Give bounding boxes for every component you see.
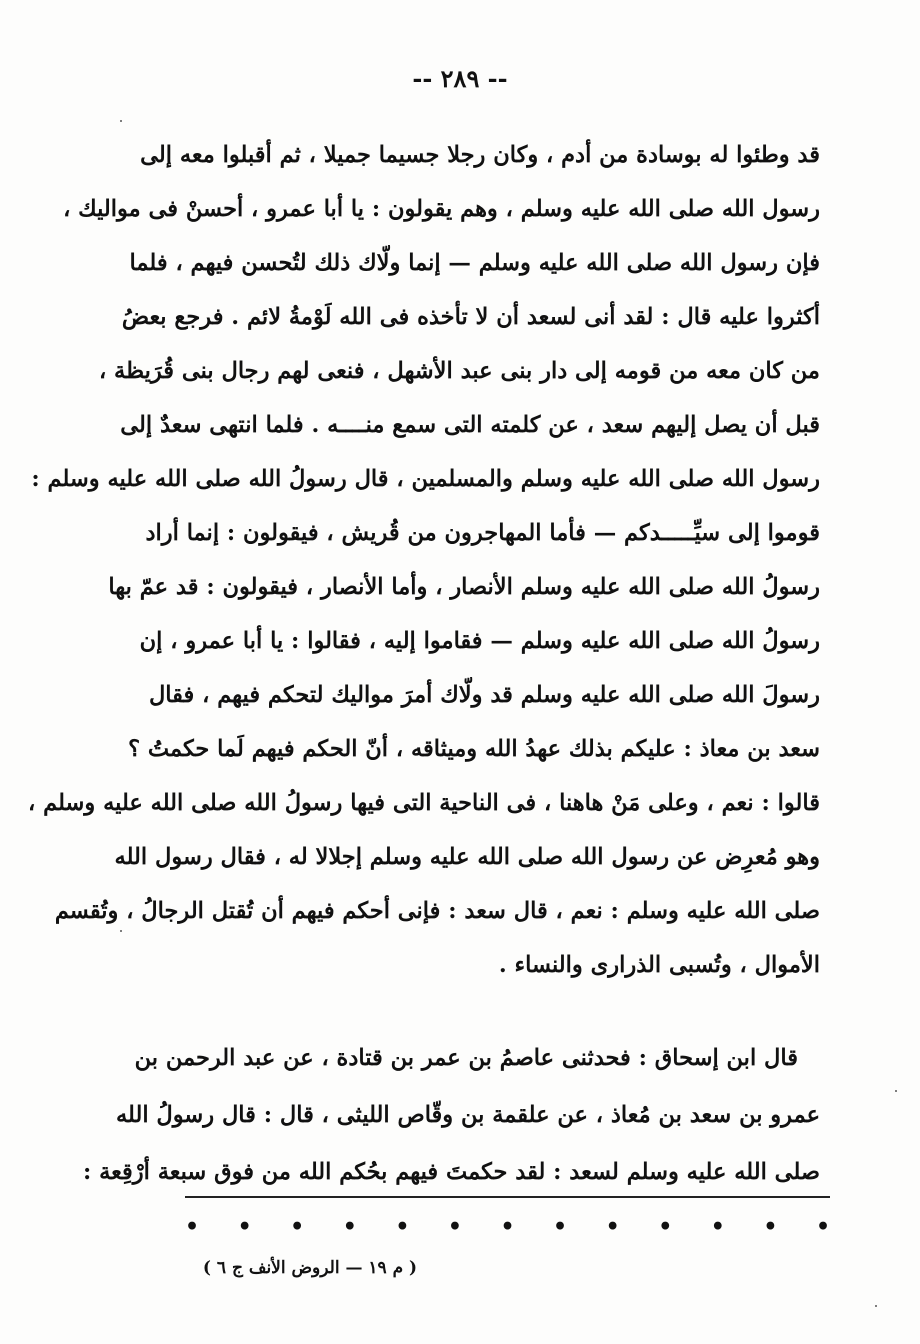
separator-dot: • (342, 1214, 357, 1240)
text-line: رسولُ الله صلى الله عليه وسلم الأنصار ، وأما الأنصار ، فيقولون : قد عمّ بها (108, 574, 820, 600)
page-number: -- ٢٨٩ -- (412, 64, 508, 93)
paper-speck (120, 930, 122, 932)
text-line: وهو مُعرِض عن رسول الله صلى الله عليه وسلم إجلالا له ، فقال رسول الله (114, 844, 820, 870)
paper-speck (120, 120, 122, 122)
separator-dot: • (500, 1214, 515, 1240)
text-line: رسولَ الله صلى الله عليه وسلم قد ولّاك أمرَ مواليك لتحكم فيهم ، فقال (148, 682, 820, 708)
separator-dot: • (237, 1214, 252, 1240)
separator-dot: • (605, 1214, 620, 1240)
separator-dot: • (553, 1214, 568, 1240)
text-line: صلى الله عليه وسلم : نعم ، قال سعد : فإنى أحكم فيهم أن تُقتل الرجالُ ، وتُقسم (54, 898, 820, 924)
separator-dot: • (763, 1214, 778, 1240)
paper-speck (875, 1305, 877, 1307)
separator-dot: • (710, 1214, 725, 1240)
text-line: قال ابن إسحاق : فحدثنى عاصمُ بن عمر بن قتادة ، عن عبد الرحمن بن (134, 1045, 798, 1071)
paper-speck (895, 1090, 897, 1092)
text-line: سعد بن معاذ : عليكم بذلك عهدُ الله وميثاقه ، أنّ الحكم فيهم لَما حكمتُ ؟ (128, 736, 820, 762)
separator-dot: • (815, 1214, 830, 1240)
text-line: قالوا : نعم ، وعلى مَنْ هاهنا ، فى الناحية التى فيها رسولُ الله صلى الله عليه وسلم ، (28, 790, 820, 816)
separator-dot: • (658, 1214, 673, 1240)
separator-dot: • (447, 1214, 462, 1240)
text-line: قد وطئوا له بوسادة من أدم ، وكان رجلا جسيما جميلا ، ثم أقبلوا معه إلى (140, 142, 820, 168)
footnote-rule (185, 1196, 830, 1198)
text-line: قوموا إلى سيِّـــــدكم — فأما المهاجرون من قُريش ، فيقولون : إنما أراد (145, 520, 820, 546)
text-line: عمرو بن سعد بن مُعاذ ، عن علقمة بن وقّاص الليثى ، قال : قال رسولُ الله (115, 1102, 820, 1128)
text-line: أكثروا عليه قال : لقد أنى لسعد أن لا تأخذه فى الله لَوْمةُ لائم . فرجع بعضُ (121, 304, 820, 330)
signature-mark: ( م ١٩ — الروض الأنف ج ٦ ) (202, 1258, 418, 1278)
text-line: رسولُ الله صلى الله عليه وسلم — فقاموا إليه ، فقالوا : يا أبا عمرو ، إن (139, 628, 820, 654)
text-line: صلى الله عليه وسلم لسعد : لقد حكمتَ فيهم بحُكم الله من فوق سبعة أرْقِعة : (82, 1159, 820, 1185)
text-line: قبل أن يصل إليهم سعد ، عن كلمته التى سمع منــــه . فلما انتهى سعدٌ إلى (120, 412, 820, 438)
text-line: رسول الله صلى الله عليه وسلم والمسلمين ، قال رسولُ الله صلى الله عليه وسلم : (31, 466, 820, 492)
separator-dot: • (290, 1214, 305, 1240)
text-line: الأموال ، وتُسبى الذرارى والنساء . (498, 952, 820, 978)
separator-dot: • (185, 1214, 200, 1240)
text-line: من كان معه من قومه إلى دار بنى عبد الأشهل ، فنعى لهم رجال بنى قُرَيظة ، (98, 358, 820, 384)
separator-dot: • (395, 1214, 410, 1240)
text-line: رسول الله صلى الله عليه وسلم ، وهم يقولون : يا أبا عمرو ، أحسنْ فى مواليك ، (63, 196, 820, 222)
paragraph-2 (82, 1030, 820, 1201)
dotted-separator (185, 1214, 830, 1240)
text-line: فإن رسول الله صلى الله عليه وسلم — إنما ولّاك ذلك لتُحسن فيهم ، فلما (129, 250, 820, 276)
paragraph-1 (28, 128, 820, 992)
